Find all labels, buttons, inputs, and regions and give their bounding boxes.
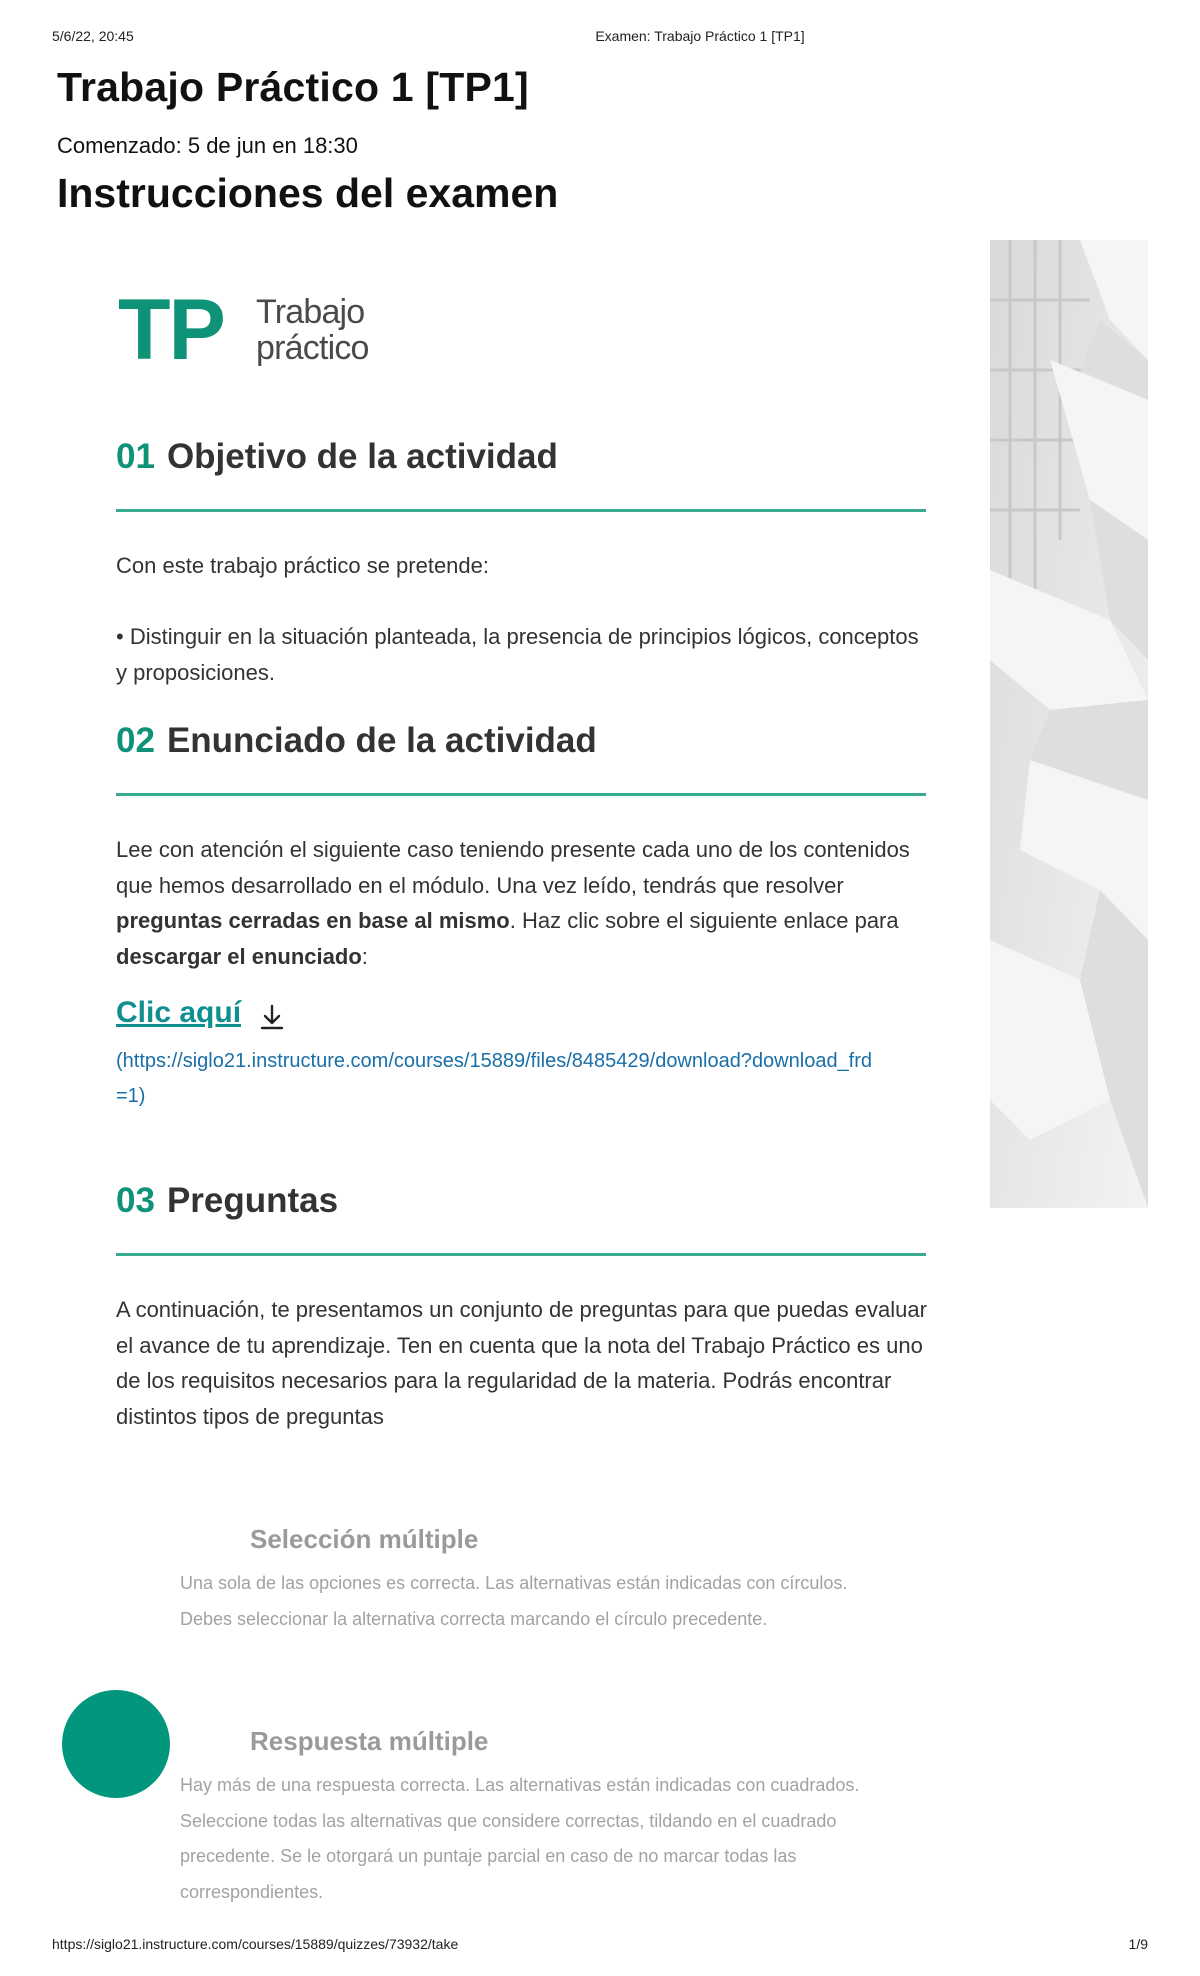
tp-logo-text [256, 294, 369, 366]
section-number: 03 [116, 1181, 155, 1220]
type-multiple-answer-title: Respuesta múltiple [250, 1726, 489, 1756]
download-url-link[interactable]: (https://siglo21.instructure.com/courses/15889/files/8485429/download?download_frd=1) [116, 1050, 873, 1107]
section-title: Enunciado de la actividad [166, 721, 597, 760]
page-counter: 1/9 [1128, 1936, 1148, 1952]
type-multiple-choice-title: Selección múltiple [250, 1524, 479, 1554]
download-icon[interactable] [258, 1001, 286, 1033]
section-heading [116, 437, 926, 477]
instructions-heading: Instrucciones del examen [57, 170, 559, 216]
print-footer [52, 1936, 1148, 1956]
section-title: Preguntas [166, 1181, 339, 1220]
print-doc-title: Examen: Trabajo Práctico 1 [TP1] [595, 28, 805, 44]
type-multiple-choice-desc: Una sola de las opciones es correcta. Las alternativas están indicadas con círculos. Debes seleccionar la alternativa correcta marcando el círculo precedente. [180, 1573, 848, 1629]
enunciado-text-a: Lee con atención el siguiente caso teniendo presente cada uno de los contenidos que hemos desarrollado en el módulo. Una vez leído, tendrás que resolver [116, 837, 910, 898]
print-header [52, 28, 1148, 48]
section-divider [116, 1253, 926, 1256]
type-multiple-answer-desc: Hay más de una respuesta correcta. Las alternativas están indicadas con cuadrados. Seleccione todas las alternativas que considere correctas, tildando en el cuadrado precedente. Se le otorgará un puntaje parcial en caso de no marcar todas las correspondientes. [180, 1775, 860, 1902]
enunciado-text-c: . Haz clic sobre el siguiente enlace para [509, 908, 899, 933]
section-objetivo [116, 437, 926, 477]
section-enunciado [116, 721, 926, 761]
enunciado-paragraph [116, 832, 928, 974]
enunciado-emphasis-1: preguntas cerradas en base al mismo [116, 908, 510, 933]
page-title: Trabajo Práctico 1 [TP1] [57, 64, 529, 110]
tp-logo-line2: práctico [256, 329, 369, 367]
tp-logo-mark: TP [118, 282, 224, 378]
section-divider [116, 509, 926, 512]
section-heading [116, 1181, 926, 1221]
tp-logo-line1: Trabajo [256, 293, 365, 331]
print-date: 5/6/22, 20:45 [52, 28, 134, 44]
enunciado-emphasis-2: descargar el enunciado [116, 943, 362, 969]
enunciado-text-e: : [361, 943, 368, 969]
circle-bullet-icon [62, 1690, 170, 1798]
section-heading [116, 721, 926, 761]
preguntas-paragraph: A continuación, te presentamos un conjunto de preguntas para que puedas evaluar el avance de tu aprendizaje. Ten en cuenta que la nota del Trabajo Práctico es uno de los requisitos necesarios para la regularidad de la materia. Podrás encontrar distintos tipos de preguntas [116, 1297, 927, 1429]
objetivo-intro: Con este trabajo práctico se pretende: [116, 553, 490, 578]
section-title: Objetivo de la actividad [166, 437, 558, 476]
started-timestamp: Comenzado: 5 de jun en 18:30 [57, 133, 358, 158]
section-number: 02 [116, 721, 155, 760]
print-url: https://siglo21.instructure.com/courses/15889/quizzes/73932/take [52, 1936, 459, 1952]
section-preguntas [116, 1181, 926, 1221]
section-number: 01 [116, 437, 155, 476]
decorative-architecture-image [990, 240, 1148, 1208]
section-divider [116, 793, 926, 796]
objetivo-bullet: • Distinguir en la situación planteada, la presencia de principios lógicos, conceptos y proposiciones. [116, 624, 919, 685]
download-link[interactable]: Clic aquí [116, 996, 242, 1029]
